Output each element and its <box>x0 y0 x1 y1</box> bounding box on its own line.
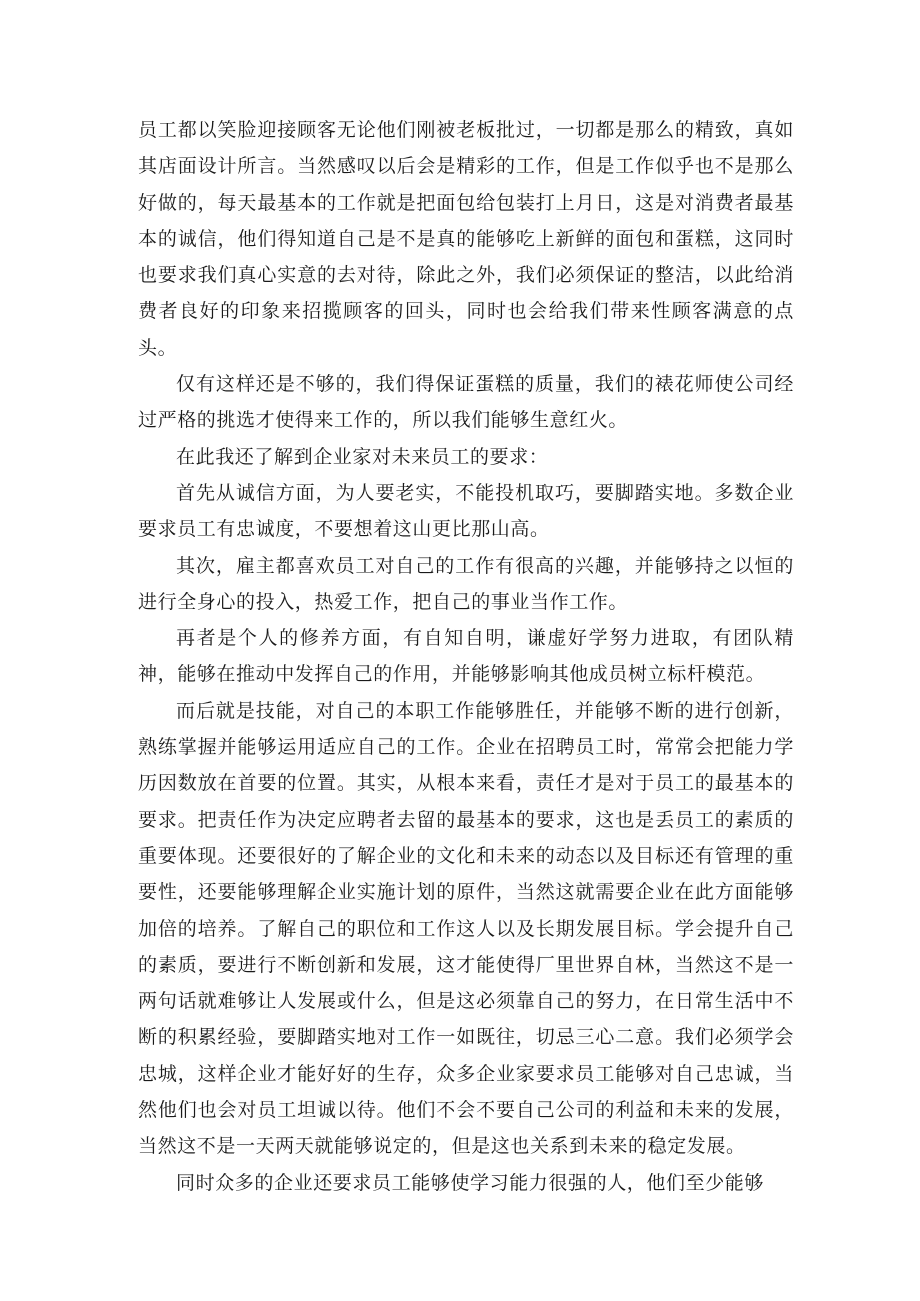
paragraph-7: 而后就是技能，对自己的本职工作能够胜任，并能够不断的进行创新，熟练掌握并能够运用适应自己的工作。企业在招聘员工时，常常会把能力学历因数放在首要的位置。其实，从根本来看，责任才是对于员工的最基本的要求。把责任作为决定应聘者去留的最基本的要求，这也是丢员工的素质的重要体现。还要很好的了解企业的文化和未来的动态以及目标还有管理的重要性，还要能够理解企业实施计划的原件，当然这就需要企业在此方面能够加倍的培养。了解自己的职位和工作这人以及长期发展目标。学会提升自己的素质，要进行不断创新和发展，这才能使得厂里世界自林，当然这不是一两句话就难够让人发展或什么，但是这必须靠自己的努力，在日常生活中不断的积累经验，要脚踏实地对工作一如既往，切忌三心二意。我们必须学会忠城，这样企业才能好好的生存，众多企业家要求员工能够对自己忠诚，当然他们也会对员工坦诚以待。他们不会不要自己公司的利益和未来的发展，当然这不是一天两天就能够说定的，但是这也关系到未来的稳定发展。 <box>138 699 794 1158</box>
paragraph-1: 员工都以笑脸迎接顾客无论他们刚被老板批过，一切都是那么的精致，真如其店面设计所言。当然感叹以后会是精彩的工作，但是工作似乎也不是那么好做的，每天最基本的工作就是把面包给包装打上月日，这是对消费者最基本的诚信，他们得知道自己是不是真的能够吃上新鲜的面包和蛋糕，这同时也要求我们真心实意的去对待，除此之外，我们必须保证的整洁，以此给消费者良好的印象来招揽顾客的回头，同时也会给我们带来性顾客满意的点头。 <box>138 119 794 359</box>
paragraph-5: 其次，雇主都喜欢员工对自己的工作有很高的兴趣，并能够持之以恒的进行全身心的投入，热爱工作，把自己的事业当作工作。 <box>138 554 794 613</box>
paragraph-2: 仅有这样还是不够的，我们得保证蛋糕的质量，我们的裱花师使公司经过严格的挑选才使得来工作的，所以我们能够生意红火。 <box>138 373 794 432</box>
document-body <box>138 112 794 1201</box>
paragraph-4: 首先从诚信方面，为人要老实，不能投机取巧，要脚踏实地。多数企业要求员工有忠诚度，不要想着这山更比那山高。 <box>138 481 794 541</box>
paragraph-3: 在此我还了解到企业家对未来员工的要求： <box>176 445 549 468</box>
paragraph-6: 再者是个人的修养方面，有自知自明，谦虚好学努力进取，有团队精神，能够在推动中发挥自己的作用，并能够影响其他成员树立标杆模范。 <box>138 627 794 686</box>
paragraph-8: 同时众多的企业还要求员工能够使学习能力很强的人，他们至少能够 <box>176 1171 765 1194</box>
